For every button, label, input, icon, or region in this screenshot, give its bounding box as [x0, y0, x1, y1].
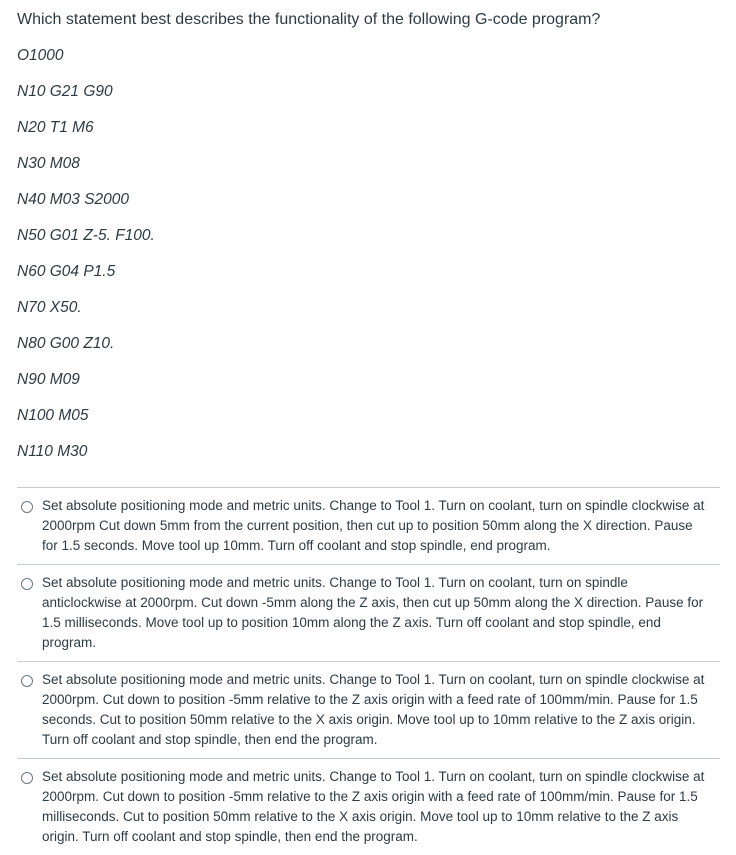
answer-option-2-text: Set absolute positioning mode and metric units. Change to Tool 1. Turn on coolant, turn on spindle anticlockwise at 2000rpm. Cut down -5mm along the Z axis, then cut up 50mm along the X direction. Pause for 1.5 milliseconds. Move tool up to position 10mm along the Z axis. Turn off coolant and stop spindle, end program.: [42, 575, 704, 650]
program-line-n40: N40 M03 S2000: [17, 191, 130, 208]
program-line-n50: N50 G01 Z-5. F100.: [17, 227, 155, 244]
answer-option-1-text: Set absolute positioning mode and metric units. Change to Tool 1. Turn on coolant, turn on spindle clockwise at 2000rpm Cut down 5mm from the current position, then cut up to position 50mm along the X direction. Pause for 1.5 seconds. Move tool up 10mm. Turn off coolant and stop spindle, end program.: [42, 498, 705, 553]
program-line-n30: N30 M08: [17, 155, 80, 172]
program-line-n70: N70 X50.: [17, 299, 82, 316]
program-line-n90: N90 M09: [17, 371, 80, 388]
answer-option-4[interactable]: [17, 758, 720, 855]
answer-option-3[interactable]: [17, 661, 720, 758]
question-text: Which statement best describes the functionality of the following G-code program?: [17, 11, 601, 28]
program-line-n100: N100 M05: [17, 407, 89, 424]
answer-option-4-text: Set absolute positioning mode and metric units. Change to Tool 1. Turn on coolant, turn on spindle clockwise at 2000rpm. Cut down to position -5mm relative to the Z axis origin with a feed rate of 100mm/min. Pause for 1.5 milliseconds. Cut to position 50mm relative to the X axis origin. Move tool up to 10mm relative to the Z axis origin. Turn off coolant and stop spindle, then end the program.: [42, 769, 705, 844]
radio-button-1[interactable]: [21, 501, 33, 513]
program-line-n10: N10 G21 G90: [17, 83, 113, 100]
radio-button-4[interactable]: [21, 772, 33, 784]
answer-option-3-text: Set absolute positioning mode and metric units. Change to Tool 1. Turn on coolant, turn on spindle clockwise at 2000rpm. Cut down to position -5mm relative to the Z axis origin with a feed rate of 100mm/min. Pause for 1.5 seconds. Cut to position 50mm relative to the X axis origin. Move tool up to 10mm relative to the Z axis origin. Turn off coolant and stop spindle, then end the program.: [42, 672, 705, 747]
radio-button-3[interactable]: [21, 675, 33, 687]
answer-option-2[interactable]: [17, 564, 720, 661]
program-line-n110: N110 M30: [17, 443, 88, 460]
radio-button-2[interactable]: [21, 578, 33, 590]
program-line-n20: N20 T1 M6: [17, 119, 94, 136]
program-line-n80: N80 G00 Z10.: [17, 335, 115, 352]
program-line-o1000: O1000: [17, 47, 64, 64]
program-line-n60: N60 G04 P1.5: [17, 263, 116, 280]
answer-option-1[interactable]: [17, 487, 720, 564]
answer-options: [17, 487, 720, 855]
